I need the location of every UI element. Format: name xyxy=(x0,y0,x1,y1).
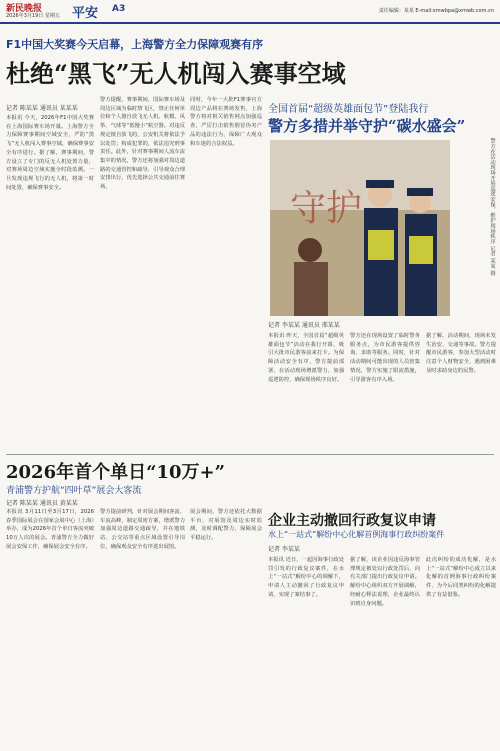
photo-story-title: 警方多措并举守护“碳水盛会” xyxy=(268,117,466,135)
lead-headline: 杜绝“黑飞”无人机闯入赛事空域 xyxy=(6,59,346,88)
left-story-headline: 2026年首个单日“10万+” xyxy=(6,462,225,483)
left-story-column-1: 本报讯 3月11日至3月17日，2026春季国际展会在国家会展中心（上海）举办，成为2026年首个单日客流突破10万人次的展会。青浦警方全力做好展会安保工作，确保展会安全有序。 xyxy=(6,509,94,550)
right-story-column-2: 据了解，该企业因违反海事管理规定被处以行政处罚后，向有关部门提出行政复议申请。解纷中心组织双方开展调解，经耐心释法说理，企业最终认识到自身问题。 xyxy=(350,557,420,607)
photo-story-column-2: 警方还在现场设置了临时警务服务点，为市民游客提供咨询、求助等服务。同时，针对活动期间可能出现的人员密集情况，警方实施了限流措施，引导游客有序入场。 xyxy=(350,333,420,383)
page-header xyxy=(0,0,500,24)
svg-text:守护: 守护 xyxy=(290,188,363,229)
right-story-column-1: 本报讯 近日，一起因海事行政处罚引发的行政复议案件，在水上“一站式”解纷中心的调解下，申请人主动撤回了行政复议申请，实现了案结事了。 xyxy=(268,557,344,598)
section-name: 平安 xyxy=(72,6,99,21)
lead-kicker: F1中国大奖赛今天启幕，上海警方全力保障观赛有序 xyxy=(6,38,264,51)
lead-column-2: 警方提醒，赛事期间，国际赛车场及周边区域为临时禁飞区，禁止任何单位和个人擅自放飞无人机、航模、风筝、气球等“低慢小”航空器。对违反规定擅自放飞的，公安机关将依法予以处罚；构成犯罪的，依法追究刑事责任。此外，针对赛事期间人流车流集中的情况，警方还将加强对周边道路的交通管控和疏导，引导观众合理安排出行，优先选择公共交通前往赛场。 xyxy=(100,97,185,191)
police-photo xyxy=(270,140,450,316)
lead-column-1: 本报讯 今天，2026年F1中国大奖赛在上海国际赛车场开幕。上海警方全力保障赛事期间空域安全，严防“黑飞”无人机闯入赛事空域，确保赛事安全有序进行。据了解，赛事期间，警方设立了专门的反无人机处置力量，对赛场周边空域实施全时段监测。一旦发现违规飞行的无人机，将第一时间处置，确保赛事安全。 xyxy=(6,115,94,191)
editor-line: 责任编辑：某某 E-mail:xmwbpa@xmwb.com.cn xyxy=(378,8,494,14)
photo-icon xyxy=(270,140,450,316)
paper-name: 新民晚报 xyxy=(6,4,43,14)
photo-story-byline: 记者 李某某 通讯员 邢某某 xyxy=(268,322,340,329)
left-story-byline: 记者 陈某某 通讯员 黄某某 xyxy=(6,500,78,507)
section-divider xyxy=(6,454,494,455)
lead-byline: 记者 陈某某 通讯员 某某某 xyxy=(6,105,78,112)
photo-story-column-1: 本报讯 昨天，全国首届“超级英雄面包节”活动在我行开幕，吸引大批市民游客前来打卡。为保障活动安全有序，警方提前部署，在活动现场增派警力，加强巡逻防控，确保现场秩序良好。 xyxy=(268,333,344,383)
photo-story-subtitle: 全国首届“超级英雄面包节”登陆我行 xyxy=(268,104,429,115)
right-story-column-3: 此次纠纷的成功化解，是水上“一站式”解纷中心成立以来化解的首例海事行政纠纷案件，为今后同类纠纷的化解提供了有益借鉴。 xyxy=(426,557,496,598)
date-line: 2026年3月19日 星期五 xyxy=(6,13,60,19)
page-code: A3 xyxy=(112,4,126,14)
right-story-byline: 记者 李某某 xyxy=(268,546,300,553)
photo-caption: 警方在活动现场开展巡逻安保，维护现场秩序 记者 某某 摄 xyxy=(489,138,495,276)
right-story-headline: 企业主动撤回行政复议申请 xyxy=(268,513,436,529)
left-story-column-3: 展会期间，警方还依托大数据平台，对展馆及周边实时监测，及时调配警力，保障展会平稳运行。 xyxy=(190,509,262,542)
lead-column-3: 同时，今年一大批F1赛事官方周边产品将在赛场发售，上海警方将对相关销售网点加强巡查，严厉打击销售假冒伪劣产品的违法行为，保障广大观众和车迷的合法权益。 xyxy=(190,97,262,147)
photo-story-column-3: 据了解，活动期间，现场未发生治安、交通等事故。警方提醒市民游客，参加大型活动时注意个人财物安全，遇到困难及时求助身边的民警。 xyxy=(426,333,496,374)
left-story-subtitle: 青浦警方护航“四叶草”展会大客流 xyxy=(6,486,142,496)
left-story-column-2: 警方提前研判，针对展会期间客流、车流高峰，制定周密方案，增派警力加强周边道路交通疏导，并在地铁站、公交站等重点区域设置引导岗位，确保观众安全有序进出展馆。 xyxy=(100,509,185,550)
right-story-subtitle: 水上“一站式”解纷中心化解首例海事行政纠纷案件 xyxy=(268,530,445,539)
